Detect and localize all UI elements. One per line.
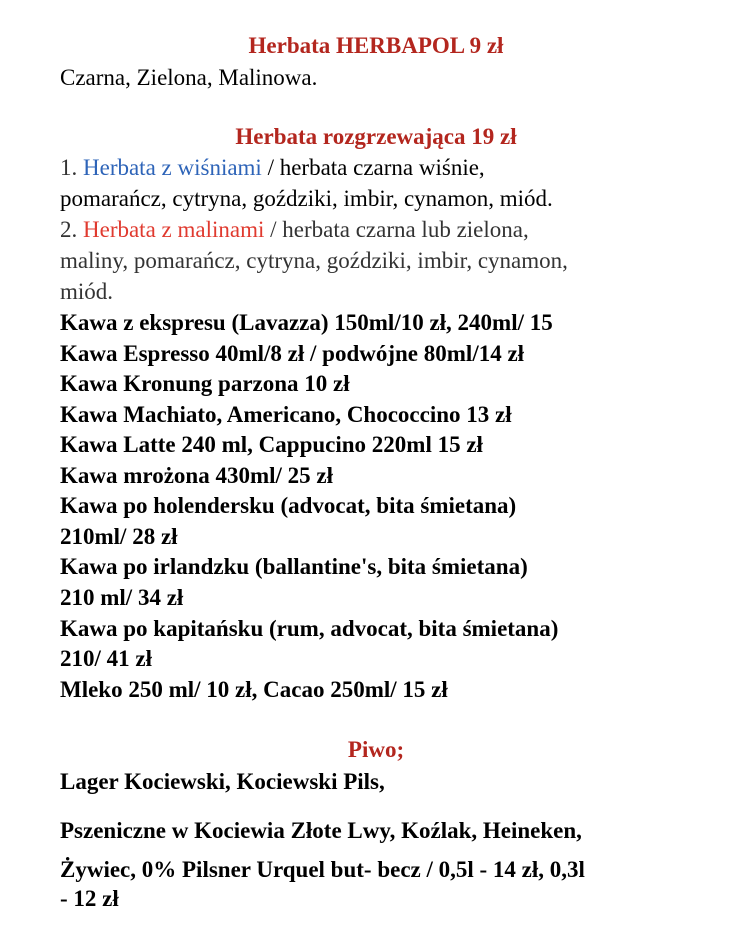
coffee-item: Kawa po kapitańsku (rum, advocat, bita śmietana) [60, 616, 559, 641]
coffee-item: 210/ 41 zł [60, 646, 152, 671]
coffee-item: Kawa Espresso 40ml/8 zł / podwójne 80ml/14 zł [60, 341, 525, 366]
tea-item-1 [60, 153, 485, 183]
tea-item-2 [60, 215, 529, 245]
tea-item-2-name: Herbata z malinami [83, 217, 265, 242]
herbapol-flavors: Czarna, Zielona, Malinowa. [60, 65, 318, 90]
beer-line: Lager Kociewski, Kociewski Pils, [60, 769, 385, 794]
tea-item-1-number: 1. [60, 155, 78, 180]
coffee-item: Kawa Machiato, Americano, Chococcino 13 zł [60, 402, 512, 427]
beer-title: Piwo; [347, 737, 405, 762]
tea-item-1-desc: / herbata czarna wiśnie, [261, 155, 485, 180]
coffee-item: 210ml/ 28 zł [60, 524, 178, 549]
coffee-item: Kawa mrożona 430ml/ 25 zł [60, 463, 333, 488]
coffee-item: Kawa Latte 240 ml, Cappucino 220ml 15 zł [60, 432, 483, 457]
tea-item-2-desc-line2: maliny, pomarańcz, cytryna, goździki, imbir, cynamon, [60, 248, 568, 273]
coffee-item: Mleko 250 ml/ 10 zł, Cacao 250ml/ 15 zł [60, 677, 448, 702]
tea-item-2-desc-line3: miód. [60, 279, 114, 304]
coffee-item: Kawa po holendersku (advocat, bita śmietana) [60, 493, 517, 518]
beer-line: Pszeniczne w Kociewia Złote Lwy, Koźlak, Heineken, [60, 818, 582, 843]
beer-line: - 12 zł [60, 886, 119, 911]
tea-item-2-desc: / herbata czarna lub zielona, [264, 217, 529, 242]
tea-item-1-name: Herbata z wiśniami [83, 155, 262, 180]
beer-line: Żywiec, 0% Pilsner Urquel but- becz / 0,5l - 14 zł, 0,3l [60, 857, 585, 882]
coffee-item: Kawa po irlandzku (ballantine's, bita śmietana) [60, 554, 528, 579]
tea-item-2-number: 2. [60, 217, 78, 242]
coffee-item: Kawa z ekspresu (Lavazza) 150ml/10 zł, 240ml/ 15 [60, 310, 553, 335]
warming-tea-title: Herbata rozgrzewająca 19 zł [235, 124, 517, 149]
tea-item-1-desc-line2: pomarańcz, cytryna, goździki, imbir, cynamon, miód. [60, 186, 553, 211]
herbapol-title: Herbata HERBAPOL 9 zł [248, 33, 504, 58]
coffee-item: 210 ml/ 34 zł [60, 585, 184, 610]
coffee-item: Kawa Kronung parzona 10 zł [60, 371, 350, 396]
